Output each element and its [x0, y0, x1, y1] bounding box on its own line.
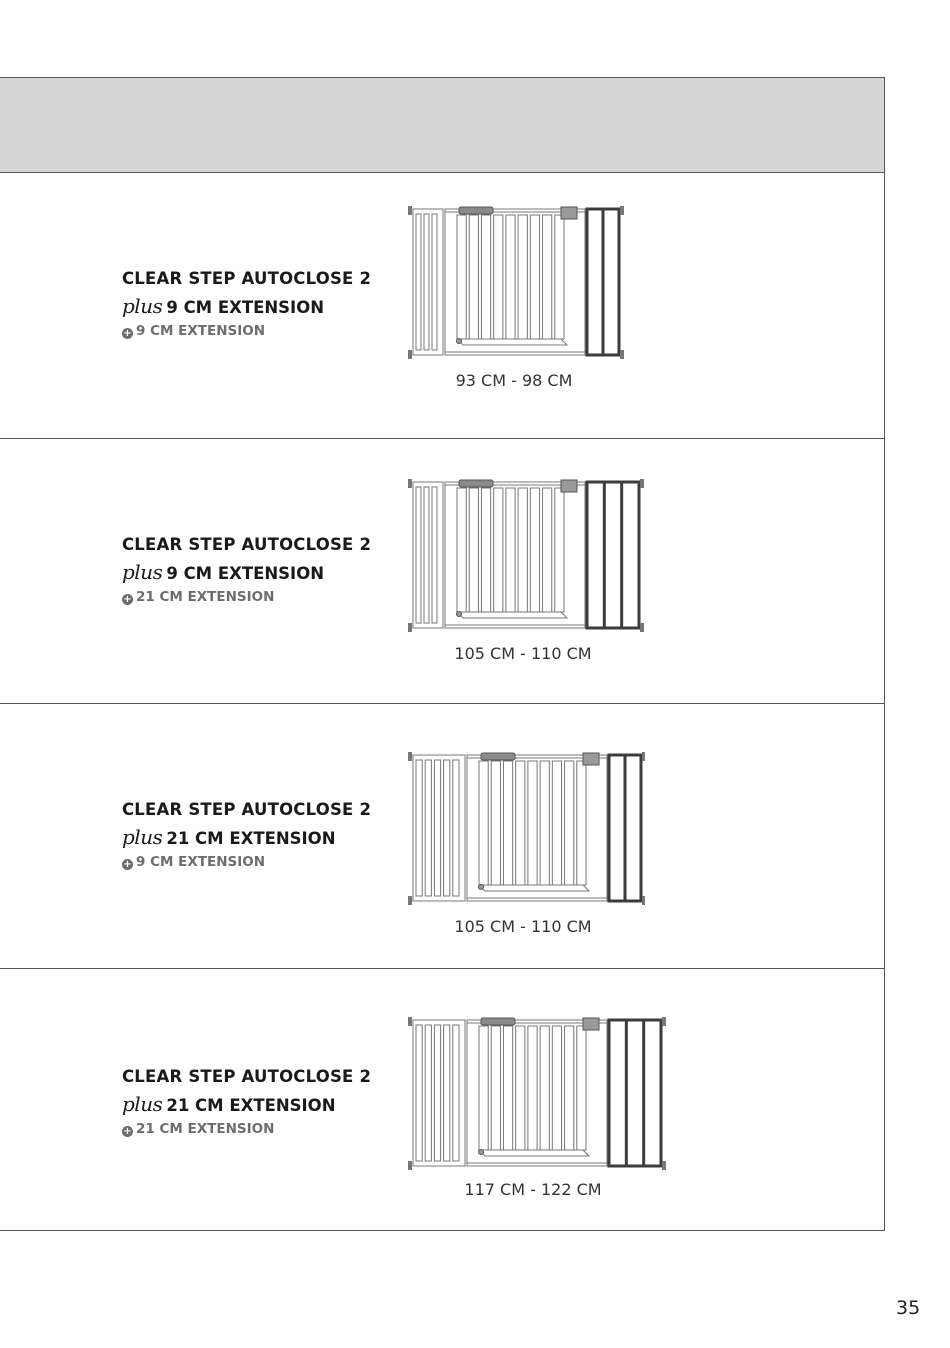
gate-foot — [408, 206, 412, 215]
table-row — [0, 438, 884, 703]
extension-label: 21 CM EXTENSION — [166, 1096, 336, 1115]
gate-illustration — [405, 476, 645, 641]
gate-extension-table — [0, 77, 885, 1231]
plus-line — [122, 561, 371, 585]
plus-circle-icon: + — [123, 328, 132, 339]
plus-word: plus — [122, 560, 163, 584]
row-text — [122, 1067, 371, 1137]
gate-foot — [642, 896, 645, 905]
width-range-label: 117 CM - 122 CM — [464, 1180, 602, 1199]
plus-line — [122, 826, 371, 850]
gate-foot — [662, 1161, 666, 1170]
gate-latch — [583, 753, 599, 765]
gate-handle — [459, 207, 493, 214]
plus-circle-icon: + — [123, 1126, 132, 1137]
gate-latch — [561, 480, 577, 492]
gate-foot — [408, 896, 412, 905]
extension-label: 21 CM EXTENSION — [166, 829, 336, 848]
model-name: CLEAR STEP AUTOCLOSE 2 — [122, 800, 372, 819]
gate-illustration — [405, 749, 645, 914]
addon-label: 9 CM EXTENSION — [136, 323, 266, 339]
addon-line — [122, 854, 371, 870]
addon-label: 21 CM EXTENSION — [136, 1121, 275, 1137]
gate-hinge — [479, 1150, 484, 1155]
gate-foot — [640, 479, 644, 488]
plus-circle-icon: + — [123, 859, 132, 870]
table-row — [0, 968, 884, 1231]
model-name: CLEAR STEP AUTOCLOSE 2 — [122, 269, 372, 288]
gate-foot — [642, 752, 645, 761]
addon-line — [122, 589, 371, 605]
gate-hinge — [457, 339, 462, 344]
plus-line — [122, 1093, 371, 1117]
gate-illustration — [405, 1014, 667, 1179]
addon-line — [122, 323, 371, 339]
gate-latch — [583, 1018, 599, 1030]
row-text — [122, 269, 371, 339]
addon-line — [122, 1121, 371, 1137]
gate-hinge — [457, 612, 462, 617]
gate-foot — [408, 1017, 412, 1026]
page-number: 35 — [896, 1297, 921, 1319]
gate-latch — [561, 207, 577, 219]
addon-label: 21 CM EXTENSION — [136, 589, 275, 605]
gate-hinge — [479, 885, 484, 890]
gate-handle — [459, 480, 493, 487]
model-name: CLEAR STEP AUTOCLOSE 2 — [122, 1067, 372, 1086]
gate-foot — [620, 206, 624, 215]
row-text — [122, 535, 371, 605]
extension-label: 9 CM EXTENSION — [166, 564, 325, 583]
gate-foot — [408, 623, 412, 632]
gate-foot — [640, 623, 644, 632]
width-range-label: 105 CM - 110 CM — [454, 917, 592, 936]
plus-word: plus — [122, 294, 163, 318]
width-range-label: 93 CM - 98 CM — [455, 371, 573, 390]
plus-word: plus — [122, 1092, 163, 1116]
gate-foot — [408, 350, 412, 359]
gate-foot — [408, 1161, 412, 1170]
gate-foot — [408, 479, 412, 488]
row-text — [122, 800, 371, 870]
width-range-label: 105 CM - 110 CM — [454, 644, 592, 663]
addon-label: 9 CM EXTENSION — [136, 854, 266, 870]
gate-illustration — [405, 203, 640, 368]
plus-word: plus — [122, 825, 163, 849]
gate-foot — [662, 1017, 666, 1026]
plus-circle-icon: + — [123, 594, 132, 605]
plus-line — [122, 295, 371, 319]
gate-handle — [481, 1018, 515, 1025]
gate-foot — [408, 752, 412, 761]
table-row — [0, 173, 884, 438]
gate-handle — [481, 753, 515, 760]
model-name: CLEAR STEP AUTOCLOSE 2 — [122, 535, 372, 554]
table-header-band — [0, 78, 884, 173]
table-row — [0, 703, 884, 968]
gate-foot — [620, 350, 624, 359]
extension-label: 9 CM EXTENSION — [166, 298, 325, 317]
